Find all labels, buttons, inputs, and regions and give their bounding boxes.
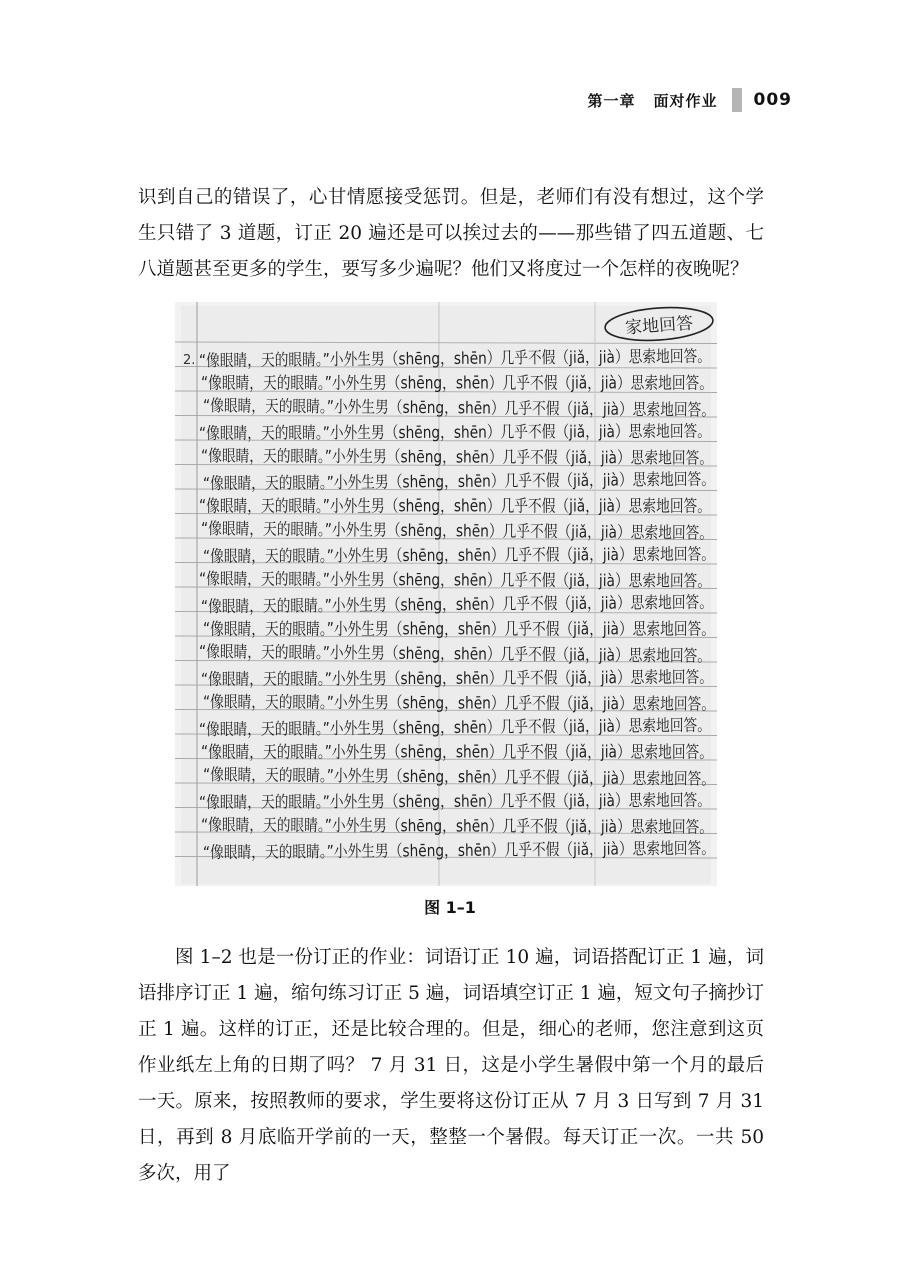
handwritten-line: “像眼睛，天的眼睛。”小外生男（shēng，shēn）几乎不假（jiǎ，jià）思索地回答。: [199, 496, 711, 516]
handwritten-line: “像眼睛，天的眼睛。”小外生男（shēng，shēn）几乎不假（jiǎ，jià）思索地回答。: [200, 446, 817, 469]
header-divider-bar: [732, 88, 742, 112]
running-header: [587, 86, 792, 114]
handwritten-line: “像眼睛，天的眼睛。”小外生男（shēng，shēn）几乎不假（jiǎ，jià）思索地回答。: [202, 396, 819, 421]
handwritten-line: “像眼睛，天的眼睛。”小外生男（shēng，shēn）几乎不假（jiǎ，jià）思索地回答。: [198, 421, 815, 443]
chapter-label: 第一章: [587, 91, 636, 110]
handwritten-line: “像眼睛，天的眼睛。”小外生男（shēng，shēn）几乎不假（jiǎ，jià）思索地回答。: [202, 468, 819, 494]
handwritten-line: “像眼睛，天的眼睛。”小外生男（shēng，shēn）几乎不假（jiǎ，jià）思索地回答。: [198, 569, 815, 592]
notebook-page-image: [175, 302, 819, 886]
body-paragraph-2: 图 1–2 也是一份订正的作业：词语订正 10 遍，词语搭配订正 1 遍，词语排序订正 1 遍，缩句练习订正 5 遍，词语填空订正 1 遍，短文句子摘抄订正 1 遍。这样的订正，还是比较合理的。但是，细心的老师，您注意到这页作业纸左上角的日期了吗？ 7 月 31 日，这是小学生暑假中第一个月的最后一天。原来，按照教师的要求，学生要将这份订正从 7 月 3 日写到 7 月 31 日，再到 8 月底临开学前的一天，整整一个暑假。每天订正一次。一共 50 多次，用了: [138, 947, 764, 1184]
handwritten-line: “像眼睛，天的眼睛。”小外生男（shēng，shēn）几乎不假（jiǎ，jià）思索地回答。: [202, 692, 819, 715]
note-top-right: 家地回答: [624, 313, 694, 339]
figure-caption: 图 1–1: [424, 898, 476, 917]
handwritten-line: “像眼睛，天的眼睛。”小外生男（shēng，shēn）几乎不假（jiǎ，jià）思索地回答。: [198, 345, 815, 371]
handwritten-line: “像眼睛，天的眼睛。”小外生男（shēng，shēn）几乎不假（jiǎ，jià）思索地回答。: [201, 373, 713, 393]
homework-photo: [175, 302, 819, 886]
handwritten-line: “像眼睛，天的眼睛。”小外生男（shēng，shēn）几乎不假（jiǎ，jià）思索地回答。: [202, 765, 819, 790]
handwritten-line: “像眼睛，天的眼睛。”小外生男（shēng，shēn）几乎不假（jiǎ，jià）思索地回答。: [203, 619, 715, 639]
handwritten-line: “像眼睛，天的眼睛。”小外生男（shēng，shēn）几乎不假（jiǎ，jià）思索地回答。: [201, 742, 713, 762]
handwritten-line: “像眼睛，天的眼睛。”小外生男（shēng，shēn）几乎不假（jiǎ，jià）思索地回答。: [198, 790, 815, 812]
handwritten-line: “像眼睛，天的眼睛。”小外生男（shēng，shēn）几乎不假（jiǎ，jià）思索地回答。: [200, 667, 817, 689]
handwritten-line: “像眼睛，天的眼睛。”小外生男（shēng，shēn）几乎不假（jiǎ，jià）思索地回答。: [200, 591, 817, 617]
handwritten-line: “像眼睛，天的眼睛。”小外生男（shēng，shēn）几乎不假（jiǎ，jià）思索地回答。: [198, 642, 815, 667]
handwritten-line: “像眼睛，天的眼睛。”小外生男（shēng，shēn）几乎不假（jiǎ，jià）思索地回答。: [200, 519, 817, 544]
chapter-title: 面对作业: [653, 91, 718, 110]
row-number: 2.: [183, 353, 196, 368]
handwritten-line: “像眼睛，天的眼睛。”小外生男（shēng，shēn）几乎不假（jiǎ，jià）思索地回答。: [202, 544, 819, 566]
body-paragraph-1: 识到自己的错误了，心甘情愿接受惩罚。但是，老师们有没有想过，这个学生只错了 3 道题，订正 20 遍还是可以挨过去的——那些错了四五道题、七八道题甚至更多的学生，要写多少遍呢？他们又将度过一个怎样的夜晚呢？: [138, 187, 764, 280]
handwritten-line: “像眼睛，天的眼睛。”小外生男（shēng，shēn）几乎不假（jiǎ，jià）思索地回答。: [198, 714, 815, 740]
handwritten-line: “像眼睛，天的眼睛。”小外生男（shēng，shēn）几乎不假（jiǎ，jià）思索地回答。: [200, 815, 817, 838]
handwritten-line: “像眼睛，天的眼睛。”小外生男（shēng，shēn）几乎不假（jiǎ，jià）思索地回答。: [202, 837, 819, 863]
page-number: 009: [753, 90, 792, 110]
